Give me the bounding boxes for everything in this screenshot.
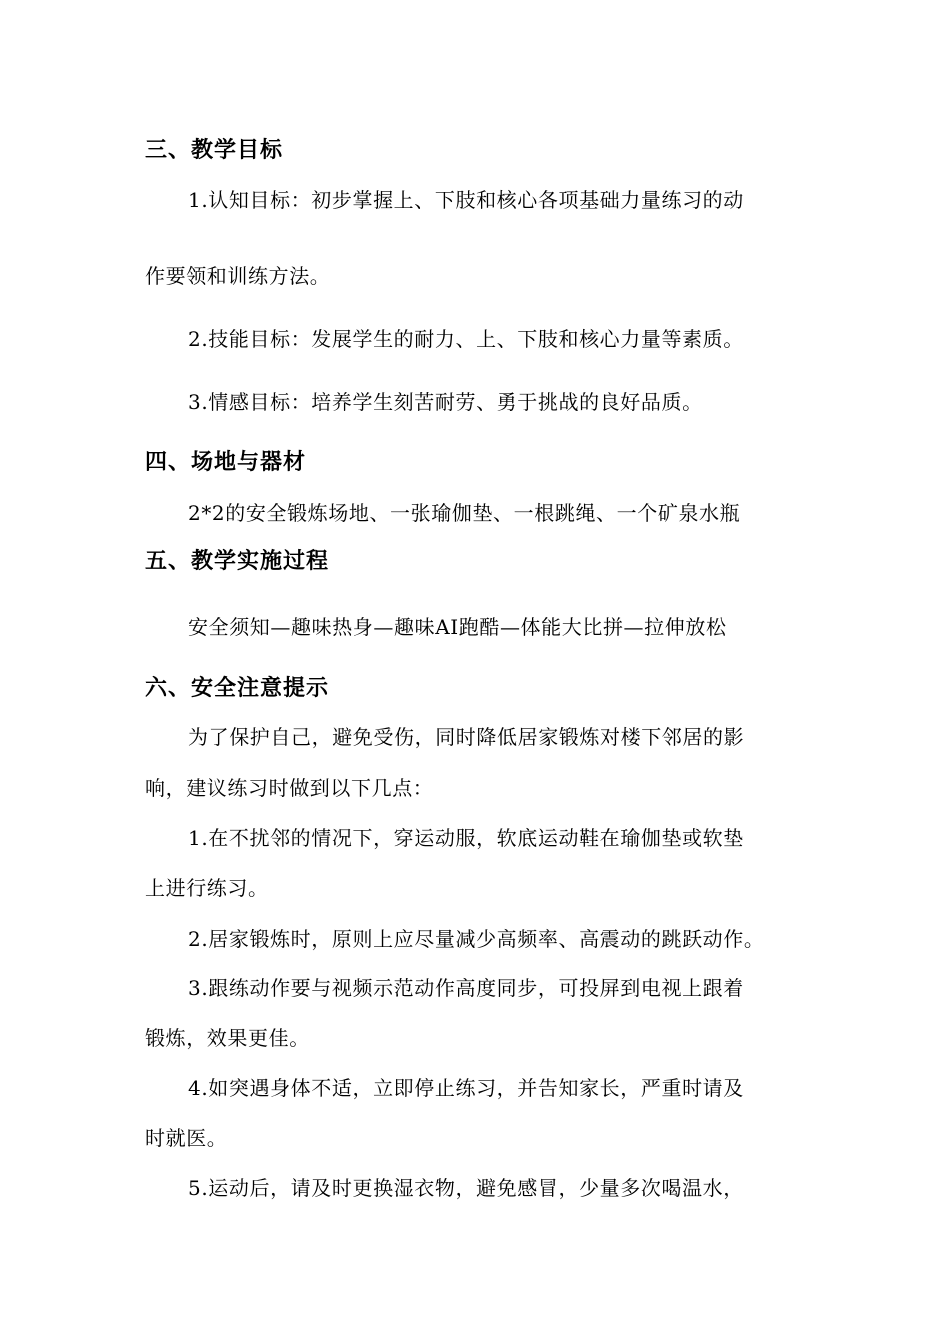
paragraph-line: 5.运动后，请及时更换湿衣物，避免感冒，少量多次喝温水， [188,1176,744,1200]
paragraph-line: 3.情感目标：培养学生刻苦耐劳、勇于挑战的良好品质。 [188,390,703,414]
paragraph-line: 1.在不扰邻的情况下，穿运动服，软底运动鞋在瑜伽垫或软垫 [188,826,744,850]
section-heading-teaching-process: 五、教学实施过程 [145,549,330,574]
paragraph-line: 4.如突遇身体不适，立即停止练习，并告知家长，严重时请及 [188,1076,744,1100]
paragraph-line: 时就医。 [145,1126,228,1150]
paragraph-line: 3.跟练动作要与视频示范动作高度同步，可投屏到电视上跟着 [188,976,744,1000]
paragraph-line: 上进行练习。 [145,876,269,900]
paragraph-line: 为了保护自己，避免受伤，同时降低居家锻炼对楼下邻居的影 [188,725,745,749]
paragraph-line: 2*2的安全锻炼场地、一张瑜伽垫、一根跳绳、一个矿泉水瓶 [188,501,741,525]
paragraph-line: 锻炼，效果更佳。 [145,1026,310,1050]
paragraph-line: 2.居家锻炼时，原则上应尽量减少高频率、高震动的跳跃动作。 [188,927,765,951]
section-heading-venue-equipment: 四、场地与器材 [145,450,307,475]
paragraph-line: 1.认知目标：初步掌握上、下肢和核心各项基础力量练习的动 [188,188,744,212]
section-heading-teaching-goals: 三、教学目标 [145,138,284,163]
section-heading-safety-tips: 六、安全注意提示 [145,676,330,701]
paragraph-line: 响，建议练习时做到以下几点： [145,776,434,800]
paragraph-line: 2.技能目标：发展学生的耐力、上、下肢和核心力量等素质。 [188,327,744,351]
paragraph-line: 作要领和训练方法。 [145,264,331,288]
paragraph-line: 安全须知—趣味热身—趣味AI跑酷—体能大比拼—拉伸放松 [188,615,727,639]
